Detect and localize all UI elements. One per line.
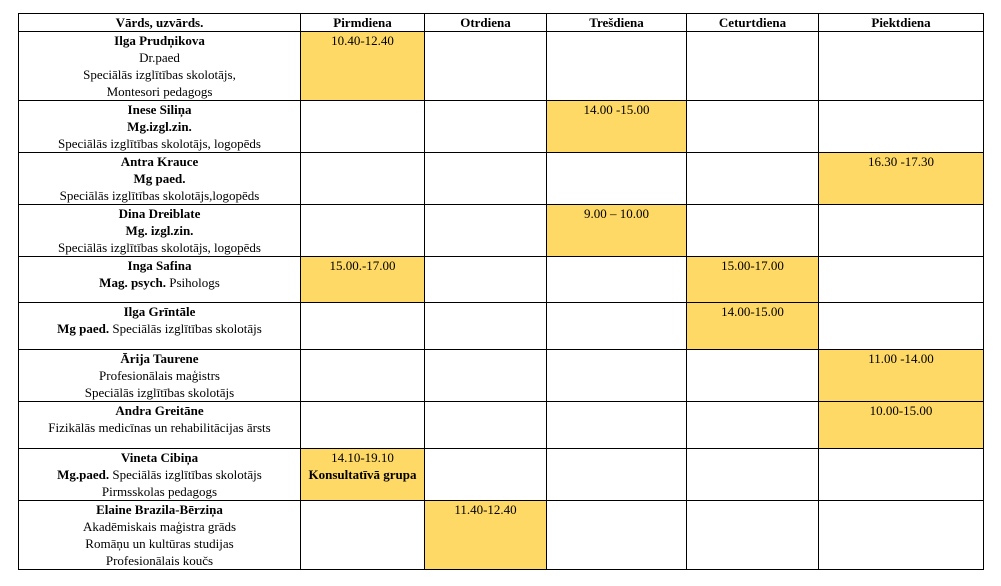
person-name: Inga Safina — [127, 258, 192, 273]
empty-slot-cell — [687, 501, 819, 570]
person-detail-line — [21, 419, 298, 436]
table-row — [19, 257, 984, 303]
person-detail-line — [21, 170, 298, 187]
person-cell — [19, 32, 301, 101]
time-slot-text: 11.00 -14.00 — [868, 351, 934, 366]
time-slot-cell — [687, 257, 819, 303]
degree-text: Mg.izgl.zin. — [127, 119, 192, 134]
person-name: Antra Krauce — [120, 154, 199, 169]
person-cell — [19, 350, 301, 402]
empty-slot-cell — [687, 449, 819, 501]
person-cell — [19, 402, 301, 449]
detail-text: Speciālās izglītības skolotājs, logopēds — [58, 240, 261, 255]
empty-slot-cell — [687, 101, 819, 153]
header-tuesday: Otrdiena — [425, 14, 547, 32]
time-slot-cell — [301, 32, 425, 101]
empty-slot-cell — [425, 350, 547, 402]
empty-slot-cell — [301, 350, 425, 402]
empty-slot-cell — [547, 303, 687, 350]
empty-slot-cell — [425, 153, 547, 205]
header-name: Vārds, uzvārds. — [19, 14, 301, 32]
empty-slot-cell — [425, 449, 547, 501]
person-detail-line — [21, 535, 298, 552]
empty-slot-cell — [425, 257, 547, 303]
person-detail-line — [21, 518, 298, 535]
person-detail-line — [21, 135, 298, 152]
person-cell — [19, 205, 301, 257]
empty-slot-cell — [301, 205, 425, 257]
header-row — [19, 14, 984, 32]
header-monday: Pirmdiena — [301, 14, 425, 32]
empty-slot-cell — [687, 350, 819, 402]
empty-slot-cell — [547, 257, 687, 303]
time-slot-cell — [425, 501, 547, 570]
time-slot-text: 10.00-15.00 — [869, 403, 933, 418]
table-row — [19, 449, 984, 501]
empty-slot-cell — [819, 501, 984, 570]
degree-text: Mg. izgl.zin. — [125, 223, 194, 238]
time-slot-cell — [547, 205, 687, 257]
empty-slot-cell — [547, 32, 687, 101]
time-slot-cell — [301, 257, 425, 303]
time-slot-text: 14.00-15.00 — [721, 304, 784, 319]
time-slot-cell — [819, 350, 984, 402]
person-name: Dina Dreiblate — [118, 206, 201, 221]
empty-slot-cell — [819, 449, 984, 501]
time-slot-text: 10.40-12.40 — [331, 33, 394, 48]
detail-text: Pirmsskolas pedagogs — [101, 484, 218, 499]
header-thursday: Ceturtdiena — [687, 14, 819, 32]
empty-slot-cell — [547, 350, 687, 402]
empty-slot-cell — [301, 101, 425, 153]
person-detail-line — [21, 239, 298, 256]
person-detail-line — [21, 384, 298, 401]
person-name: Ilga Grīntāle — [123, 304, 196, 319]
time-slot-cell — [547, 101, 687, 153]
table-row — [19, 101, 984, 153]
empty-slot-cell — [425, 205, 547, 257]
slot-note: Konsultatīvā grupa — [308, 467, 417, 482]
table-row — [19, 205, 984, 257]
person-name: Ārija Taurene — [120, 351, 199, 366]
person-cell — [19, 153, 301, 205]
header-friday: Piektdiena — [819, 14, 984, 32]
empty-slot-cell — [301, 303, 425, 350]
person-detail-line — [21, 274, 298, 291]
person-detail-line — [21, 222, 298, 239]
person-name: Elaine Brazila-Bērziņa — [96, 502, 223, 517]
time-slot-text: 16.30 -17.30 — [867, 154, 935, 169]
empty-slot-cell — [819, 205, 984, 257]
empty-slot-cell — [687, 153, 819, 205]
time-slot-text: 14.10-19.10 — [331, 450, 394, 465]
time-slot-cell — [819, 402, 984, 449]
empty-slot-cell — [301, 402, 425, 449]
time-slot-text: 14.00 -15.00 — [583, 102, 650, 117]
empty-slot-cell — [425, 101, 547, 153]
person-cell — [19, 101, 301, 153]
time-slot-cell — [301, 449, 425, 501]
detail-text: Speciālās izglītības skolotājs — [109, 467, 262, 482]
empty-slot-cell — [819, 32, 984, 101]
time-slot-text: 9.00 – 10.00 — [584, 206, 649, 221]
person-detail-line — [21, 320, 298, 337]
table-row — [19, 153, 984, 205]
degree-text: Mg.paed. — [57, 467, 110, 482]
empty-slot-cell — [301, 153, 425, 205]
empty-slot-cell — [425, 32, 547, 101]
detail-text: Psihologs — [165, 275, 220, 290]
person-detail-line — [21, 187, 298, 204]
empty-slot-cell — [687, 402, 819, 449]
person-cell — [19, 303, 301, 350]
detail-text: Profesionālais koučs — [105, 553, 214, 568]
empty-slot-cell — [547, 402, 687, 449]
detail-text: Speciālās izglītības skolotājs, logopēds — [58, 136, 261, 151]
empty-slot-cell — [687, 32, 819, 101]
person-detail-line — [21, 83, 298, 100]
empty-slot-cell — [819, 101, 984, 153]
detail-text: Speciālās izglītības skolotājs — [84, 385, 235, 400]
table-row — [19, 402, 984, 449]
table-row — [19, 501, 984, 570]
table-row — [19, 350, 984, 402]
person-detail-line — [21, 367, 298, 384]
detail-text: Akadēmiskais maģistra grāds — [82, 519, 237, 534]
person-cell — [19, 501, 301, 570]
degree-text: Mg paed. — [133, 171, 186, 186]
empty-slot-cell — [819, 257, 984, 303]
person-cell — [19, 449, 301, 501]
empty-slot-cell — [547, 153, 687, 205]
person-detail-line — [21, 466, 298, 483]
time-slot-cell — [819, 153, 984, 205]
person-detail-line — [21, 118, 298, 135]
person-detail-line — [21, 49, 298, 66]
person-detail-line — [21, 483, 298, 500]
time-slot-text: 11.40-12.40 — [454, 502, 517, 517]
detail-text: Fizikālās medicīnas un rehabilitācijas ārsts — [48, 420, 271, 435]
detail-text: Romāņu un kultūras studijas — [85, 536, 234, 551]
time-slot-text: 15.00-17.00 — [721, 258, 784, 273]
detail-text: Profesionālais maģistrs — [99, 368, 220, 383]
detail-text: Speciālās izglītības skolotājs,logopēds — [59, 188, 260, 203]
empty-slot-cell — [819, 303, 984, 350]
table-row — [19, 32, 984, 101]
degree-text: Mg paed. — [57, 321, 110, 336]
header-wednesday: Trešdiena — [547, 14, 687, 32]
empty-slot-cell — [547, 501, 687, 570]
table-row — [19, 303, 984, 350]
empty-slot-cell — [547, 449, 687, 501]
person-detail-line — [21, 66, 298, 83]
empty-slot-cell — [425, 303, 547, 350]
person-detail-line — [21, 552, 298, 569]
empty-slot-cell — [687, 205, 819, 257]
person-name: Vineta Cibiņa — [120, 450, 199, 465]
person-name: Ilga Prudņikova — [114, 33, 205, 48]
schedule-table — [18, 13, 984, 570]
person-name: Andra Greitāne — [115, 403, 204, 418]
detail-text: Montesori pedagogs — [106, 84, 213, 99]
person-cell — [19, 257, 301, 303]
time-slot-cell — [687, 303, 819, 350]
empty-slot-cell — [425, 402, 547, 449]
detail-text: Dr.paed — [139, 50, 180, 65]
empty-slot-cell — [301, 501, 425, 570]
detail-text: Speciālās izglītības skolotājs — [109, 321, 262, 336]
degree-text: Mag. psych. — [99, 275, 166, 290]
detail-text: Speciālās izglītības skolotājs, — [83, 67, 236, 82]
time-slot-text: 15.00.-17.00 — [329, 258, 396, 273]
person-name: Inese Siliņa — [127, 102, 192, 117]
